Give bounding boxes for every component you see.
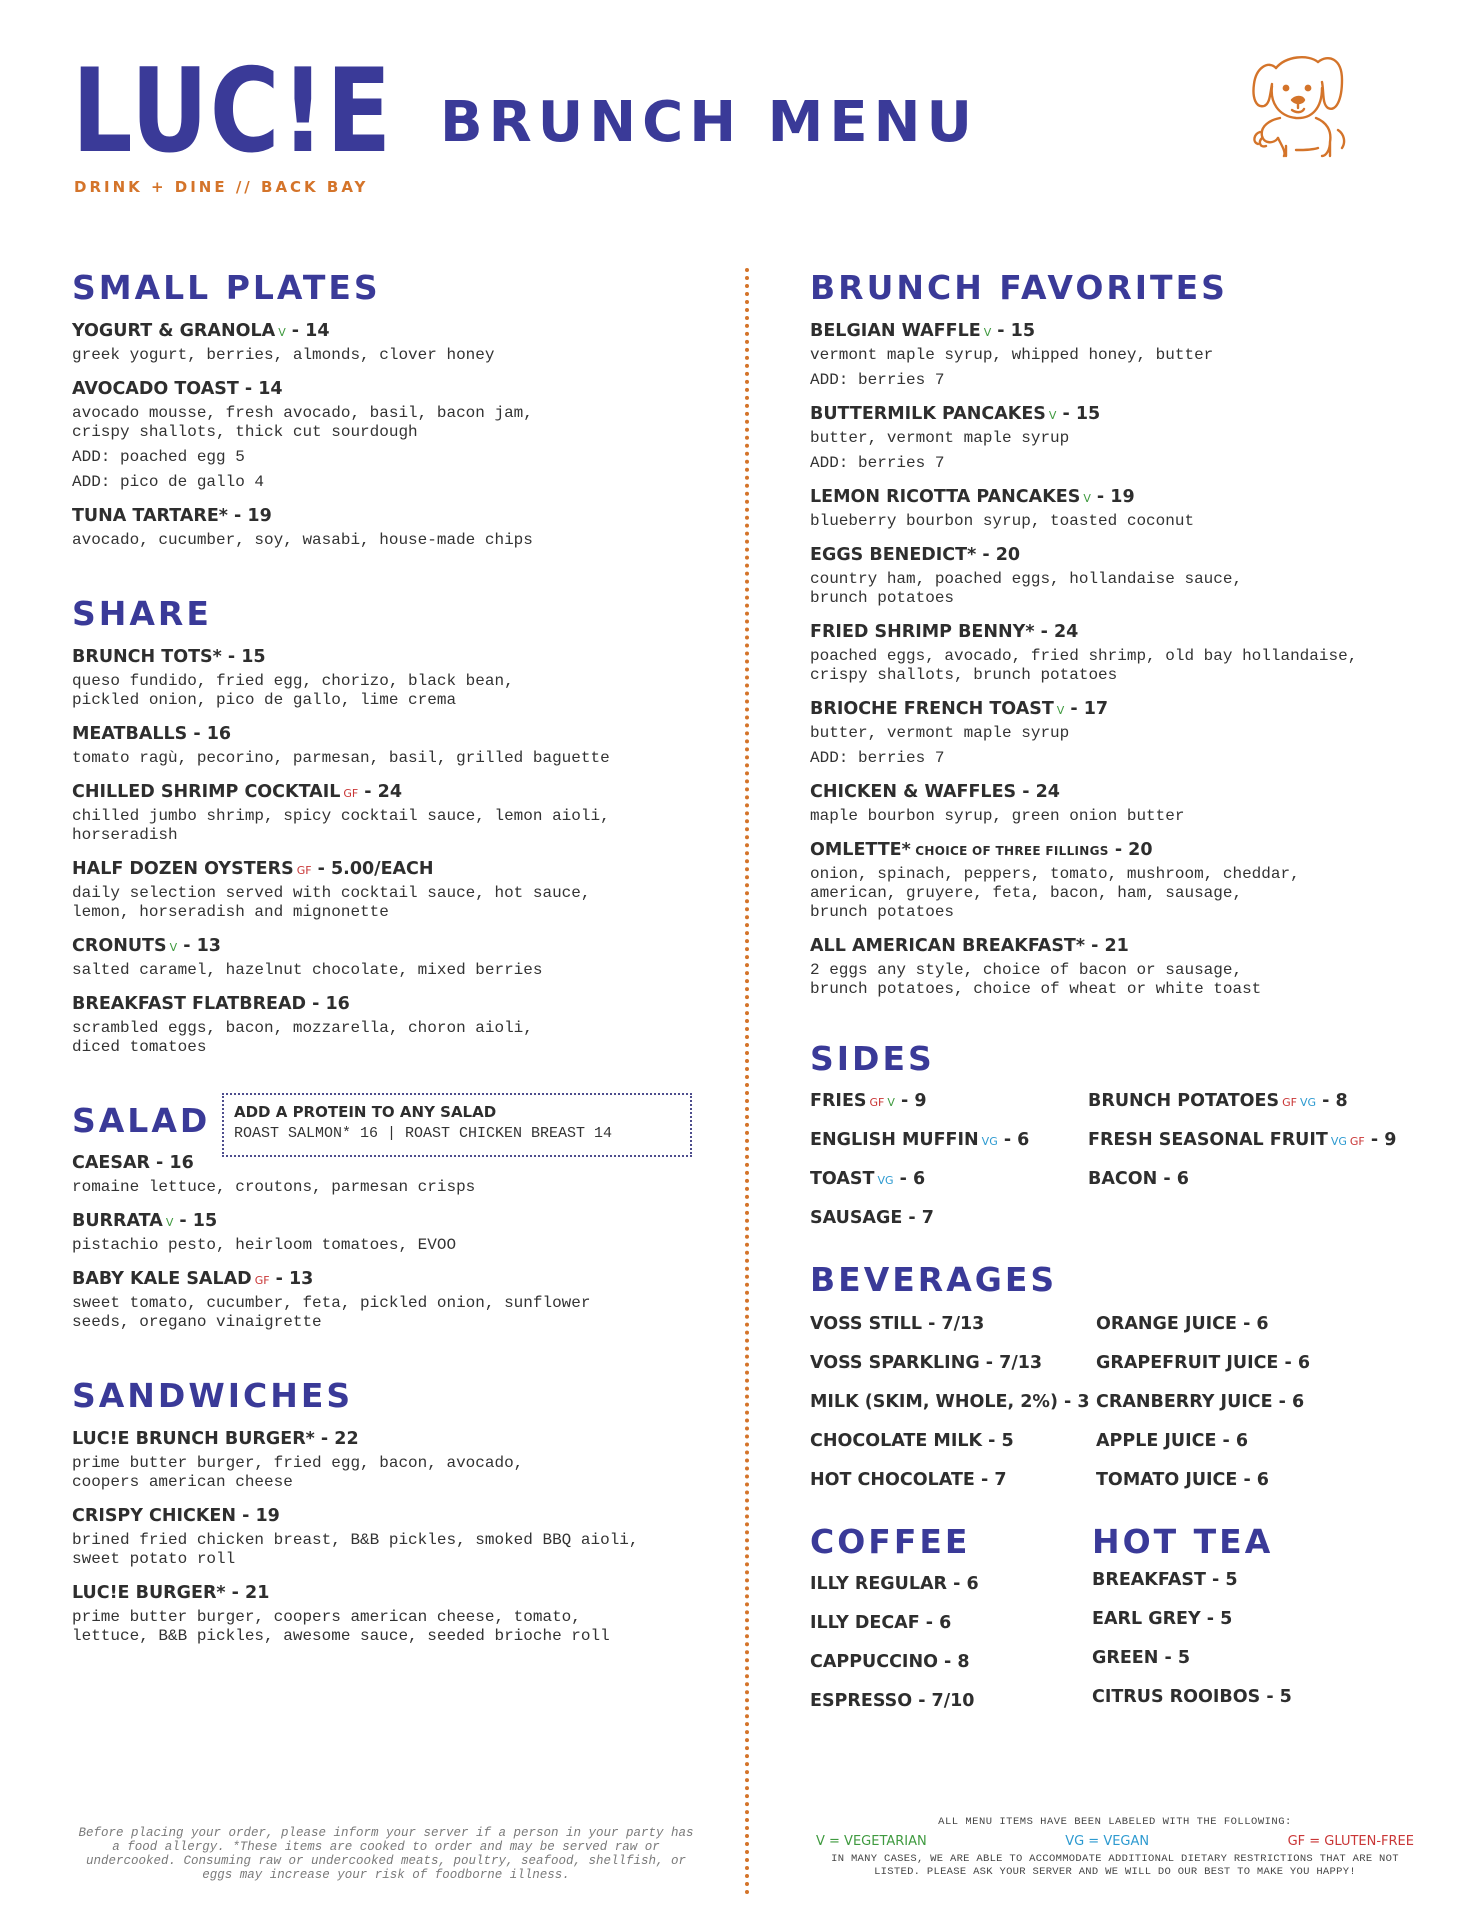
item-name: BABY KALE SALAD (72, 1269, 252, 1289)
section-title-coffee: COFFEE (810, 1522, 971, 1561)
legend-heading: ALL MENU ITEMS HAVE BEEN LABELED WITH THE FOLLOWING: (938, 1816, 1292, 1828)
gluten-free-tag: GF (296, 864, 312, 877)
item-price: - 15 (1056, 404, 1101, 424)
list-item: VOSS SPARKLING - 7/13 (810, 1353, 1043, 1373)
menu-item (72, 379, 712, 492)
list-item: ORANGE JUICE - 6 (1096, 1314, 1269, 1334)
gluten-free-tag: GF (343, 787, 359, 800)
list-item: CITRUS ROOIBOS - 5 (1092, 1687, 1292, 1707)
item-description: onion, spinach, peppers, tomato, mushroom, cheddar, american, gruyere, feta, bacon, ham, sausage, brunch potatoes (810, 865, 1300, 921)
vegan-tag: VG (1299, 1096, 1317, 1109)
item-price: - 15 (173, 1211, 218, 1231)
item-price: - 19 (1090, 487, 1135, 507)
legend-note: IN MANY CASES, WE ARE ABLE TO ACCOMMODATE ADDITIONAL DIETARY RESTRICTIONS THAT ARE NOT LISTED. PLEASE ASK YOUR SERVER AND WE WILL DO OUR BEST TO MAKE YOU HAPPY! (831, 1853, 1399, 1878)
item-description: scrambled eggs, bacon, mozzarella, choron aioli, diced tomatoes (72, 1019, 533, 1056)
vegetarian-tag: V (169, 941, 178, 954)
list-item: GRAPEFRUIT JUICE - 6 (1096, 1353, 1310, 1373)
item-name: TUNA TARTARE* - 19 (72, 506, 272, 526)
allergy-disclaimer: Before placing your order, please inform your server if a person in your party has a food allergy. *These items are cooked to order and may be served raw or undercooked. Consuming raw or undercooked meats, poultry, seafood, shellfish, or eggs may increase your risk of foodborne illness. (78, 1826, 694, 1882)
section-title-sides: SIDES (810, 1039, 935, 1078)
beverages-list (810, 1305, 1420, 1500)
menu-item (810, 936, 1420, 999)
list-item: BACON - 6 (1088, 1169, 1189, 1189)
item-name: LEMON RICOTTA PANCAKES (810, 487, 1081, 507)
list-item: FRIES GF V - 9 (810, 1091, 927, 1111)
protein-addon-box (222, 1093, 692, 1157)
item-description: blueberry bourbon syrup, toasted coconut (810, 512, 1195, 530)
menu-item (72, 321, 712, 365)
vegetarian-tag: V (1056, 704, 1065, 717)
menu-item (72, 1153, 712, 1197)
coffee-tea-sections (810, 1522, 1420, 1721)
item-name: CHILLED SHRIMP COCKTAIL (72, 782, 341, 802)
item-name: OMLETTE* (810, 840, 911, 860)
hot-tea-section (1092, 1522, 1392, 1721)
item-description: maple bourbon syrup, green onion butter (810, 807, 1185, 825)
item-name: CRONUTS (72, 936, 167, 956)
list-item: CHOCOLATE MILK - 5 (810, 1431, 1014, 1451)
item-price: - 14 (285, 321, 330, 341)
item-description: daily selection served with cocktail sauce, hot sauce, lemon, horseradish and mignonette (72, 884, 591, 921)
item-description: salted caramel, hazelnut chocolate, mixed berries (72, 961, 543, 979)
salad-header (72, 1101, 712, 1142)
item-addon: ADD: berries 7 (810, 371, 945, 389)
menu-item (72, 724, 712, 768)
dietary-legend (810, 1816, 1420, 1879)
item-addon: ADD: berries 7 (810, 454, 945, 472)
vegan-tag: VG (1330, 1135, 1347, 1148)
menu-item (72, 506, 712, 550)
item-description: avocado, cucumber, soy, wasabi, house-made chips (72, 531, 533, 549)
dog-icon (1246, 46, 1356, 158)
item-name: ALL AMERICAN BREAKFAST* - 21 (810, 936, 1129, 956)
item-addon: ADD: berries 7 (810, 749, 945, 767)
item-name: CRISPY CHICKEN - 19 (72, 1506, 280, 1526)
item-price: - 20 (1108, 840, 1153, 860)
vegetarian-tag: V (1048, 409, 1057, 422)
item-description: brined fried chicken breast, B&B pickles, smoked BBQ aioli, sweet potato roll (72, 1531, 639, 1568)
item-name: BUTTERMILK PANCAKES (810, 404, 1046, 424)
item-name: BRIOCHE FRENCH TOAST (810, 699, 1054, 719)
column-divider (745, 268, 749, 1896)
menu-item (72, 859, 712, 922)
item-name: HALF DOZEN OYSTERS (72, 859, 294, 879)
list-item: APPLE JUICE - 6 (1096, 1431, 1249, 1451)
item-name: FRIED SHRIMP BENNY* - 24 (810, 622, 1079, 642)
item-name: AVOCADO TOAST - 14 (72, 379, 283, 399)
item-name: LUC!E BRUNCH BURGER* - 22 (72, 1429, 359, 1449)
list-item: TOAST VG - 6 (810, 1169, 926, 1189)
list-item: MILK (SKIM, WHOLE, 2%) - 3 (810, 1392, 1090, 1412)
vegetarian-tag: V (983, 326, 992, 339)
menu-item (72, 994, 712, 1057)
logo (72, 44, 393, 196)
item-description: queso fundido, fried egg, chorizo, black bean, pickled onion, pico de gallo, lime crema (72, 672, 514, 709)
logo-wordmark: LUC!E (72, 44, 393, 179)
section-title-brunch-favorites: BRUNCH FAVORITES (810, 268, 1228, 307)
legend-row (810, 1834, 1420, 1849)
section-title-small-plates: SMALL PLATES (72, 268, 381, 307)
item-price: - 15 (991, 321, 1036, 341)
section-title-share: SHARE (72, 594, 212, 633)
gluten-free-tag: GF (1349, 1135, 1365, 1148)
item-name: CHICKEN & WAFFLES - 24 (810, 782, 1060, 802)
right-column (810, 268, 1420, 1721)
item-addon: ADD: pico de gallo 4 (72, 473, 265, 491)
item-description: sweet tomato, cucumber, feta, pickled onion, sunflower seeds, oregano vinaigrette (72, 1294, 591, 1331)
item-addon: ADD: poached egg 5 (72, 448, 245, 466)
list-item: BREAKFAST - 5 (1092, 1570, 1238, 1590)
item-name: LUC!E BURGER* - 21 (72, 1583, 270, 1603)
legend-gluten-free: GF = GLUTEN-FREE (1287, 1834, 1414, 1849)
vegetarian-tag: V (278, 326, 286, 339)
item-price: - 24 (358, 782, 403, 802)
gluten-free-tag: GF (1282, 1096, 1297, 1109)
list-item: HOT CHOCOLATE - 7 (810, 1470, 1007, 1490)
list-item: ESPRESSO - 7/10 (810, 1691, 975, 1711)
list-item: FRESH SEASONAL FRUIT VG GF - 9 (1088, 1130, 1397, 1150)
item-name: EGGS BENEDICT* - 20 (810, 545, 1021, 565)
coffee-section (810, 1522, 1092, 1721)
section-title-hot-tea: HOT TEA (1092, 1522, 1274, 1561)
item-description: chilled jumbo shrimp, spicy cocktail sauce, lemon aioli, horseradish (72, 807, 610, 844)
list-item: CAPPUCCINO - 8 (810, 1652, 970, 1672)
list-item: VOSS STILL - 7/13 (810, 1314, 985, 1334)
menu-item (72, 1211, 712, 1255)
item-price: - 17 (1064, 699, 1109, 719)
item-description: tomato ragù, pecorino, parmesan, basil, grilled baguette (72, 749, 610, 767)
protein-addon-options: ROAST SALMON* 16 | ROAST CHICKEN BREAST 14 (234, 1125, 613, 1142)
item-description: prime butter burger, fried egg, bacon, avocado, coopers american cheese (72, 1454, 524, 1491)
protein-addon-title: ADD A PROTEIN TO ANY SALAD (234, 1103, 497, 1121)
left-column (72, 268, 712, 1646)
list-item: GREEN - 5 (1092, 1648, 1191, 1668)
menu-item (810, 545, 1420, 608)
menu-item (72, 936, 712, 980)
item-description: poached eggs, avocado, fried shrimp, old bay hollandaise, crispy shallots, brunch potatoes (810, 647, 1358, 684)
vegetarian-tag: V (165, 1216, 174, 1229)
menu-item (72, 647, 712, 710)
sides-list (810, 1082, 1420, 1238)
legend-vegetarian: V = VEGETARIAN (816, 1834, 927, 1849)
item-name: BRUNCH TOTS* - 15 (72, 647, 266, 667)
item-description: avocado mousse, fresh avocado, basil, bacon jam, crispy shallots, thick cut sourdough (72, 404, 533, 441)
gluten-free-tag: GF (254, 1274, 270, 1287)
legend-vegan: VG = VEGAN (1065, 1834, 1150, 1849)
logo-tagline: DRINK + DINE // BACK BAY (74, 178, 369, 196)
item-description: 2 eggs any style, choice of bacon or sausage, brunch potatoes, choice of wheat or white toast (810, 961, 1262, 998)
item-price: - 5.00/EACH (311, 859, 434, 879)
item-description: butter, vermont maple syrup (810, 429, 1070, 447)
item-name: MEATBALLS - 16 (72, 724, 232, 744)
item-price: - 13 (177, 936, 221, 956)
menu-item (810, 699, 1420, 768)
item-description: greek yogurt, berries, almonds, clover honey (72, 346, 495, 364)
list-item: CRANBERRY JUICE - 6 (1096, 1392, 1305, 1412)
menu-item (72, 1429, 712, 1492)
item-description: country ham, poached eggs, hollandaise sauce, brunch potatoes (810, 570, 1243, 607)
item-description: romaine lettuce, croutons, parmesan crisps (72, 1178, 476, 1196)
item-note: CHOICE OF THREE FILLINGS (910, 844, 1109, 858)
menu-item (810, 840, 1420, 922)
vegan-tag: VG (877, 1174, 894, 1187)
gluten-free-tag: GF (869, 1096, 885, 1109)
list-item: TOMATO JUICE - 6 (1096, 1470, 1269, 1490)
menu-item (72, 1269, 712, 1332)
vegetarian-tag: V (1083, 492, 1091, 505)
menu-item (810, 782, 1420, 826)
item-name: YOGURT & GRANOLA (72, 321, 276, 341)
menu-item (810, 622, 1420, 685)
item-description: vermont maple syrup, whipped honey, butter (810, 346, 1214, 364)
menu-item (72, 1583, 712, 1646)
list-item: ENGLISH MUFFIN VG - 6 (810, 1130, 1030, 1150)
menu-item (810, 487, 1420, 531)
item-price: - 13 (269, 1269, 314, 1289)
item-name: BURRATA (72, 1211, 163, 1231)
list-item: SAUSAGE - 7 (810, 1208, 934, 1228)
list-item: ILLY REGULAR - 6 (810, 1574, 979, 1594)
list-item: EARL GREY - 5 (1092, 1609, 1233, 1629)
section-title-beverages: BEVERAGES (810, 1260, 1058, 1299)
item-name: BELGIAN WAFFLE (810, 321, 981, 341)
item-name: BREAKFAST FLATBREAD - 16 (72, 994, 350, 1014)
item-name: CAESAR - 16 (72, 1153, 194, 1173)
menu-item (72, 782, 712, 845)
item-description: pistachio pesto, heirloom tomatoes, EVOO (72, 1236, 457, 1254)
list-item: BRUNCH POTATOES GF VG - 8 (1088, 1091, 1348, 1111)
item-description: butter, vermont maple syrup (810, 724, 1070, 742)
section-title-sandwiches: SANDWICHES (72, 1376, 354, 1415)
menu-item (810, 321, 1420, 390)
vegan-tag: VG (981, 1135, 998, 1148)
menu-item (72, 1506, 712, 1569)
list-item: ILLY DECAF - 6 (810, 1613, 952, 1633)
vegetarian-tag: V (887, 1096, 895, 1109)
item-description: prime butter burger, coopers american cheese, tomato, lettuce, B&B pickles, awesome sauce, seeded brioche roll (72, 1608, 610, 1645)
section-title-salad: SALAD (72, 1101, 211, 1140)
menu-item (810, 404, 1420, 473)
page-title: BRUNCH MENU (440, 90, 978, 155)
